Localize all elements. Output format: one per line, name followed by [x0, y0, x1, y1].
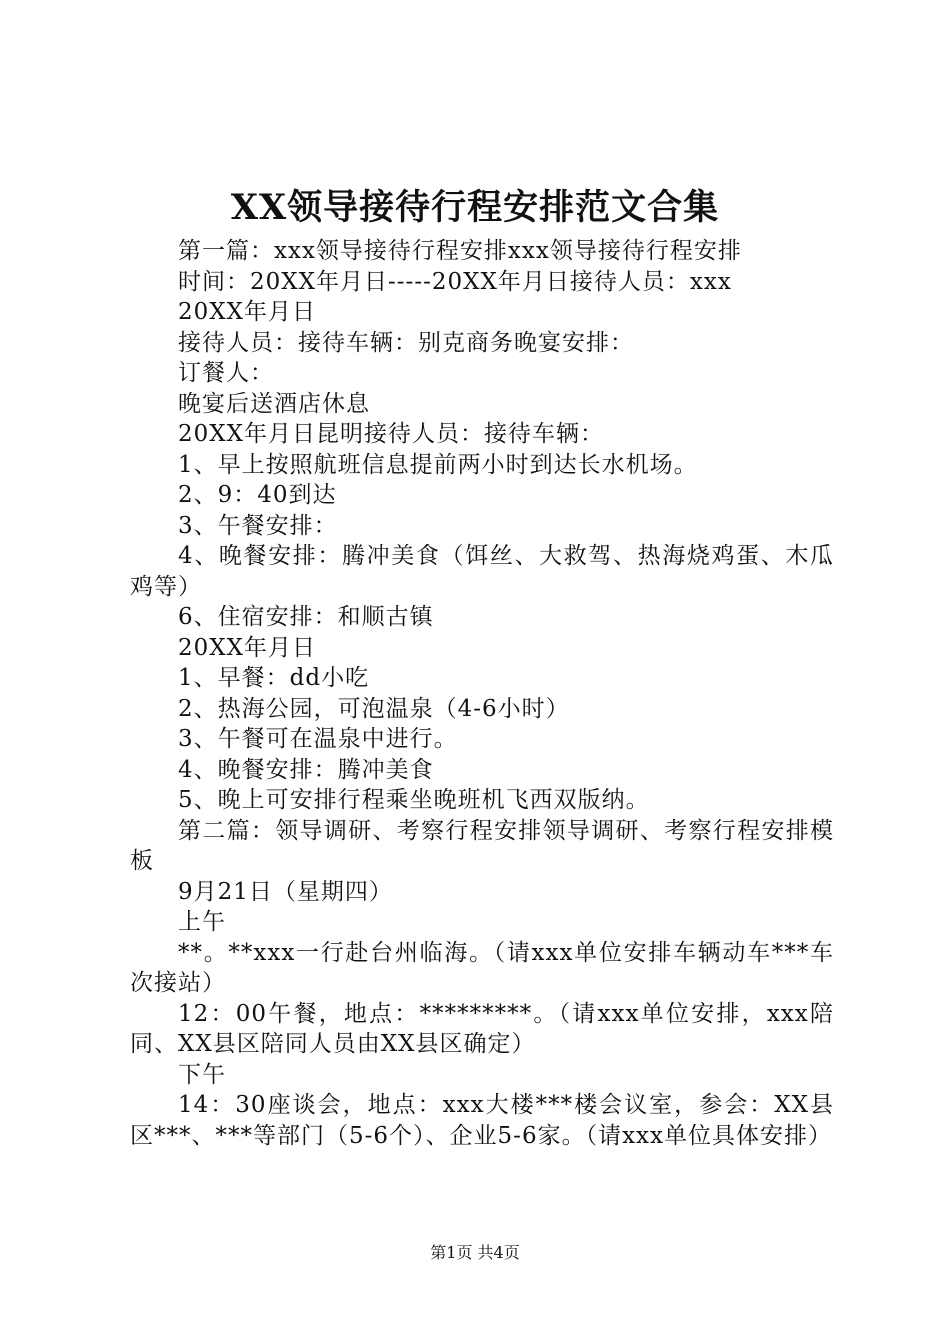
paragraph: 3、午餐安排：: [178, 512, 338, 539]
paragraph: 20XX年月日昆明接待人员：接待车辆：: [178, 421, 605, 447]
paragraph: 第二篇：领导调研、考察行程安排领导调研、考察行程安排模板: [130, 817, 834, 874]
document-body: [130, 236, 834, 1151]
paragraph: 9月21日（星期四）: [178, 878, 393, 905]
paragraph: 4、晚餐安排：腾冲美食: [178, 756, 434, 783]
paragraph: 12：00午餐，地点：*********。（请xxx单位安排，xxx陪同、XX县区陪同人员由XX县区确定）: [130, 1000, 834, 1057]
paragraph: 3、午餐可在温泉中进行。: [178, 726, 458, 752]
paragraph: 晚宴后送酒店休息: [178, 390, 370, 417]
page-footer: 第1页 共4页: [430, 1243, 520, 1262]
paragraph: 下午: [178, 1061, 226, 1088]
paragraph: 4、晚餐安排：腾冲美食（饵丝、大救驾、热海烧鸡蛋、木瓜鸡等）: [130, 543, 834, 600]
paragraph: 14：30座谈会，地点：xxx大楼***楼会议室，参会：XX县区***、***等部门（5-6个）、企业5-6家。（请xxx单位具体安排）: [130, 1092, 834, 1149]
paragraph: 5、晚上可安排行程乘坐晚班机飞西双版纳。: [178, 787, 650, 813]
paragraph: 第一篇：xxx领导接待行程安排xxx领导接待行程安排: [178, 238, 742, 264]
paragraph: 1、早餐：dd小吃: [178, 665, 370, 691]
paragraph: 接待人员：接待车辆：别克商务晚宴安排：: [178, 329, 634, 356]
paragraph: 2、热海公园，可泡温泉（4-6小时）: [178, 695, 570, 722]
paragraph: **。**xxx一行赴台州临海。（请xxx单位安排车辆动车***车次接站）: [130, 939, 834, 996]
document-title: XX领导接待行程安排范文合集: [230, 187, 720, 228]
paragraph: 时间：20XX年月日-----20XX年月日接待人员：xxx: [178, 268, 732, 295]
paragraph: 上午: [178, 909, 226, 935]
paragraph: 20XX年月日: [178, 634, 317, 661]
paragraph: 6、住宿安排：和顺古镇: [178, 604, 434, 630]
paragraph: 20XX年月日: [178, 299, 317, 325]
paragraph: 2、9：40到达: [178, 482, 337, 508]
paragraph: 1、早上按照航班信息提前两小时到达长水机场。: [178, 451, 698, 478]
paragraph: 订餐人：: [178, 360, 274, 386]
